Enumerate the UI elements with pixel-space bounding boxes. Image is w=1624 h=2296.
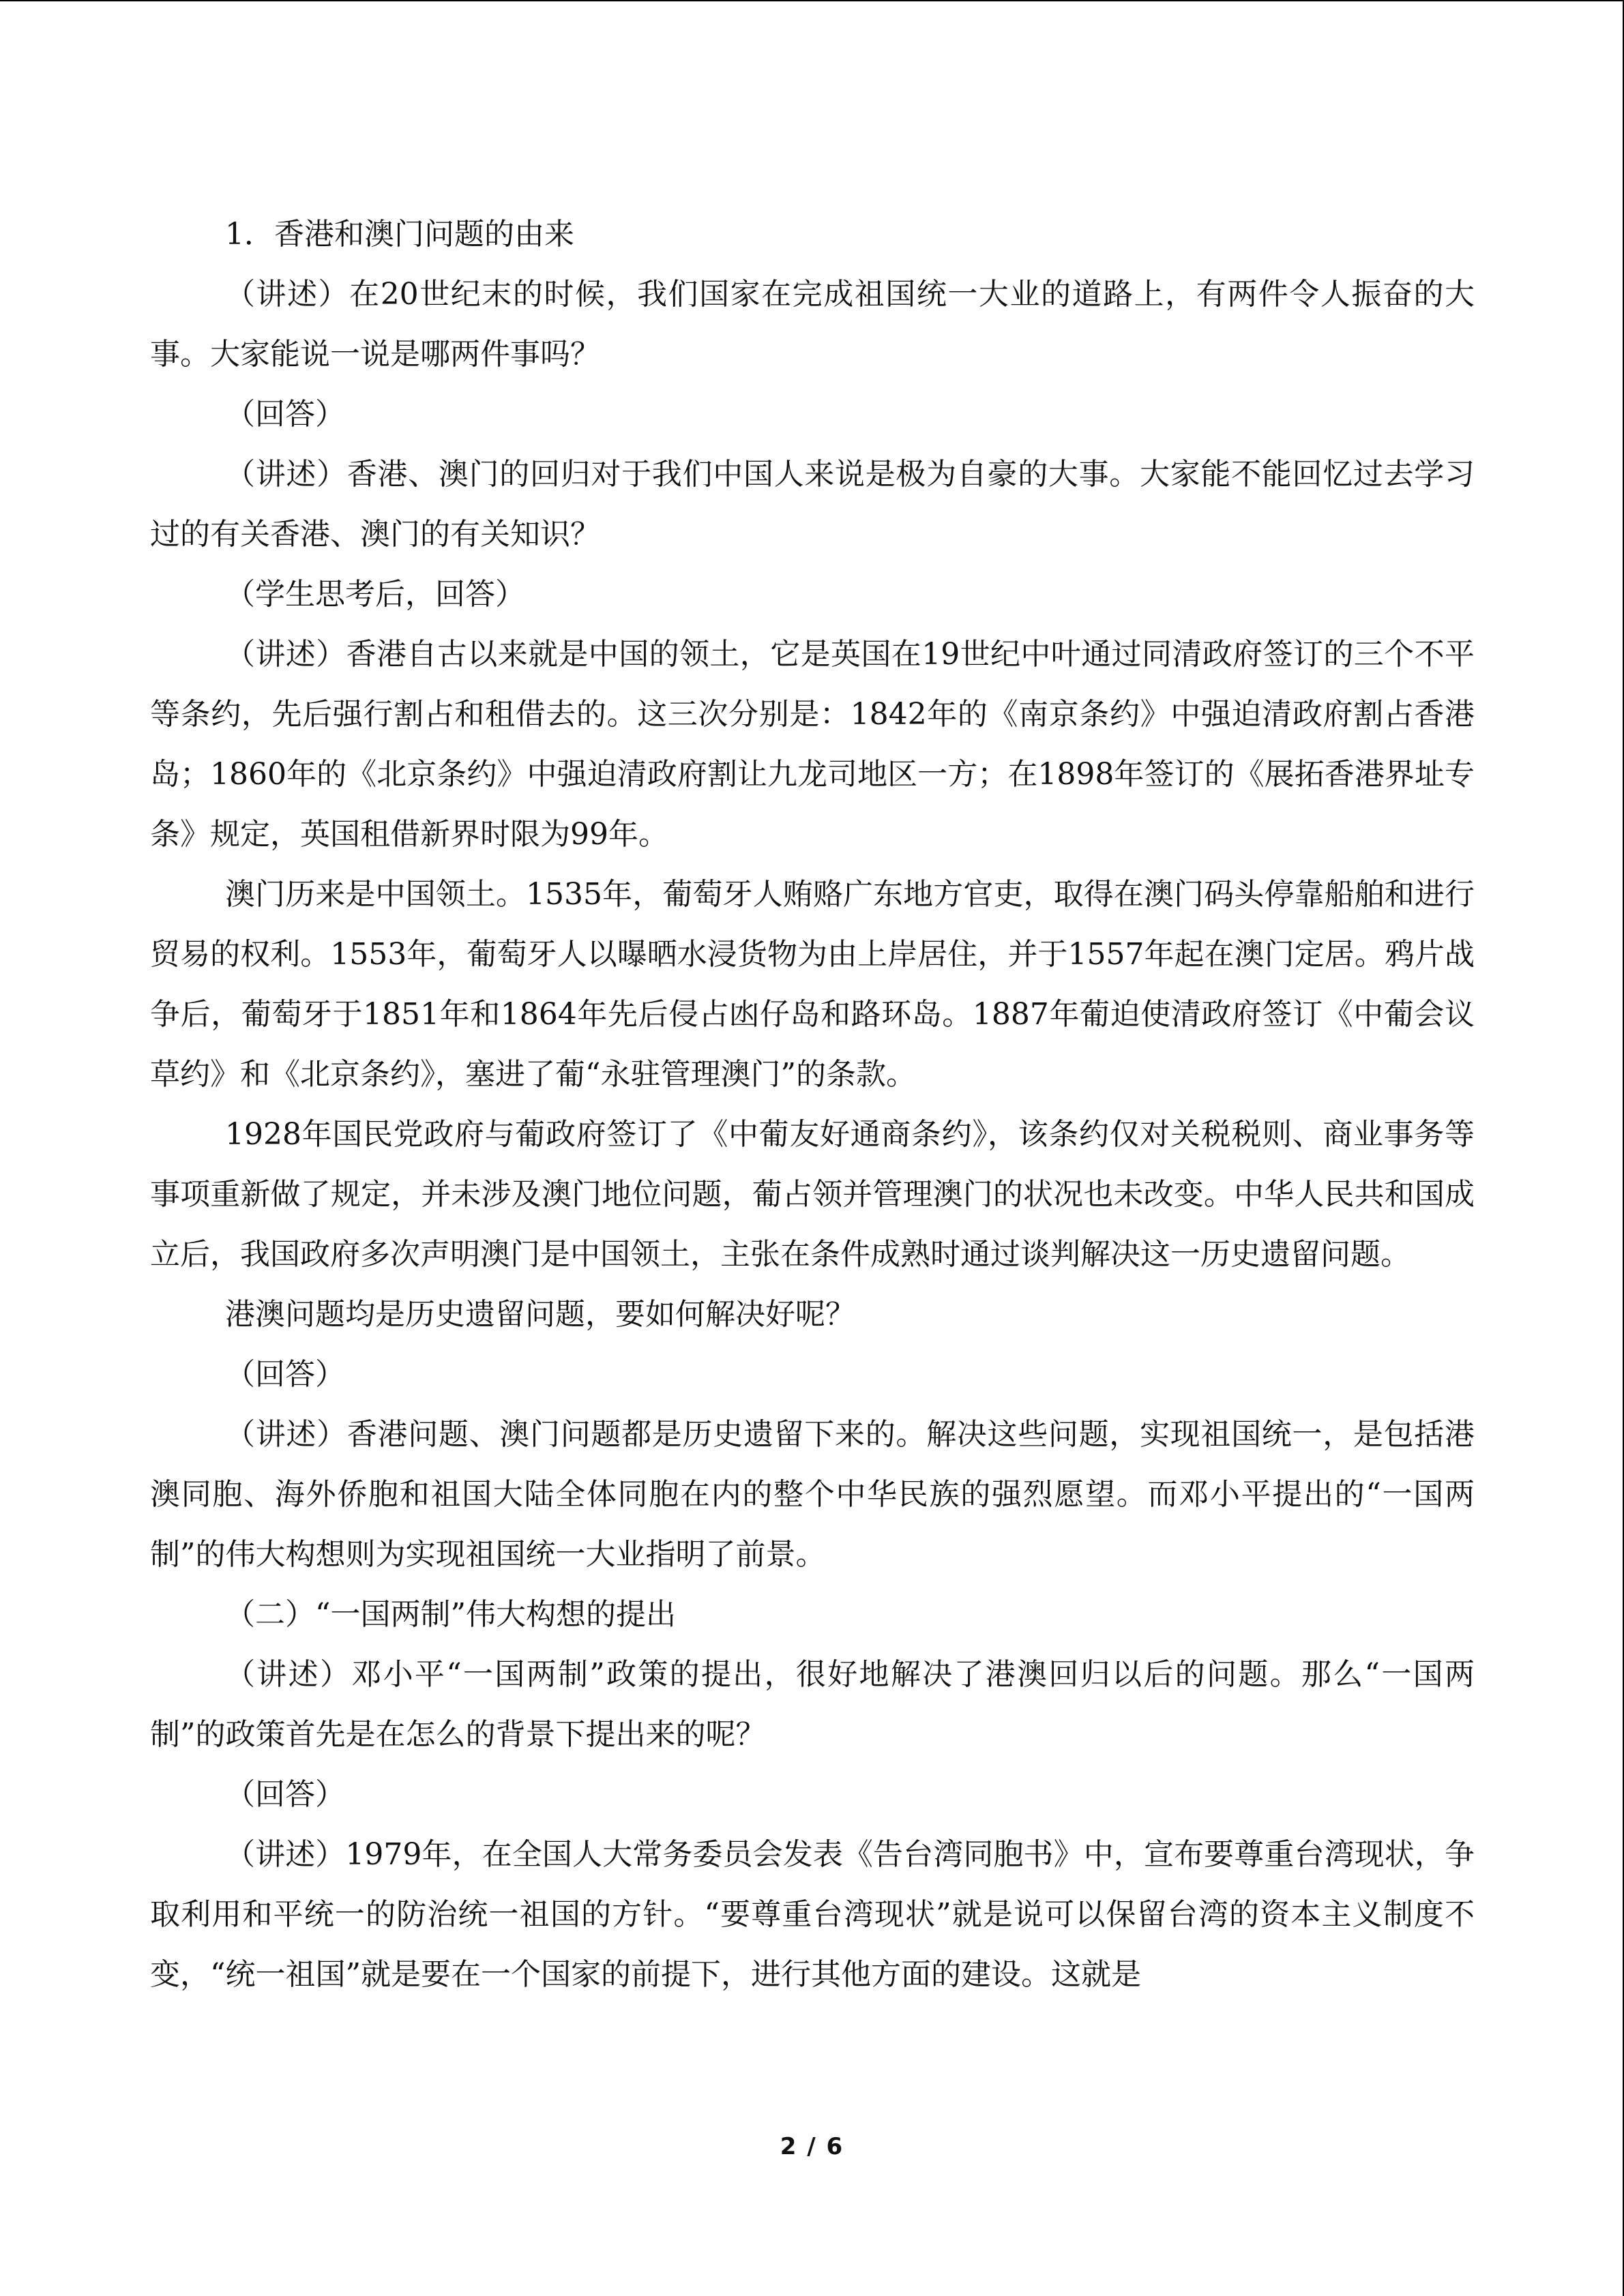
paragraph-lecture-reunification: （讲述）香港问题、澳门问题都是历史遗留下来的。解决这些问题，实现祖国统一，是包括港澳同胞、海外侨胞和祖国大陆全体同胞在内的整个中华民族的强烈愿望。而邓小平提出的“一国两制”的伟大构想则为实现祖国统一大业指明了前景。 — [150, 1417, 1475, 1572]
document-body — [150, 205, 1475, 2005]
heading-one-country-two-systems: （二）“一国两制”伟大构想的提出 — [225, 1597, 676, 1632]
paragraph-student-answer: （学生思考后，回答） — [225, 577, 525, 612]
paragraph-lecture-intro: （讲述）在20世纪末的时候，我们国家在完成祖国统一大业的道路上，有两件令人振奋的大事。大家能说一说是哪两件事吗？ — [150, 277, 1475, 372]
paragraph-lecture-1979: （讲述）1979年，在全国人大常务委员会发表《告台湾同胞书》中，宣布要尊重台湾现状，争取利用和平统一的防治统一祖国的方针。“要尊重台湾现状”就是说可以保留台湾的资本主义制度不变，“统一祖国”就是要在一个国家的前提下，进行其他方面的建设。这就是 — [150, 1837, 1475, 1992]
paragraph-hong-kong-history: （讲述）香港自古以来就是中国的领土，它是英国在19世纪中叶通过同清政府签订的三个不平等条约，先后强行割占和租借去的。这三次分别是：1842年的《南京条约》中强迫清政府割占香港岛；1860年的《北京条约》中强迫清政府割让九龙司地区一方；在1898年签订的《展拓香港界址专条》规定，英国租借新界时限为99年。 — [150, 637, 1475, 852]
paragraph-macau-history: 澳门历来是中国领土。1535年，葡萄牙人贿赂广东地方官吏，取得在澳门码头停靠船舶和进行贸易的权利。1553年，葡萄牙人以曝晒水浸货物为由上岸居住，并于1557年起在澳门定居。鸦片战争后，葡萄牙于1851年和1864年先后侵占凼仔岛和路环岛。1887年葡迫使清政府签订《中葡会议草约》和《北京条约》，塞进了葡“永驻管理澳门”的条款。 — [150, 877, 1475, 1092]
heading-origin-of-hk-macau-issue: 1．香港和澳门问题的由来 — [225, 217, 574, 252]
page-number: 2 / 6 — [780, 2133, 844, 2160]
paragraph-question: 港澳问题均是历史遗留问题，要如何解决好呢？ — [225, 1297, 855, 1332]
paragraph-lecture-policy: （讲述）邓小平“一国两制”政策的提出，很好地解决了港澳回归以后的问题。那么“一国两制”的政策首先是在怎么的背景下提出来的呢？ — [150, 1657, 1475, 1752]
paragraph-1928-treaty: 1928年国民党政府与葡政府签订了《中葡友好通商条约》，该条约仅对关税税则、商业事务等事项重新做了规定，并未涉及澳门地位问题，葡占领并管理澳门的状况也未改变。中华人民共和国成立后，我国政府多次声明澳门是中国领土，主张在条件成熟时通过谈判解决这一历史遗留问题。 — [150, 1117, 1475, 1272]
paragraph-answer-3: （回答） — [225, 1777, 345, 1812]
paragraph-answer: （回答） — [225, 397, 345, 432]
paragraph-lecture-return: （讲述）香港、澳门的回归对于我们中国人来说是极为自豪的大事。大家能不能回忆过去学习过的有关香港、澳门的有关知识？ — [150, 457, 1475, 552]
paragraph-answer-2: （回答） — [225, 1357, 345, 1392]
